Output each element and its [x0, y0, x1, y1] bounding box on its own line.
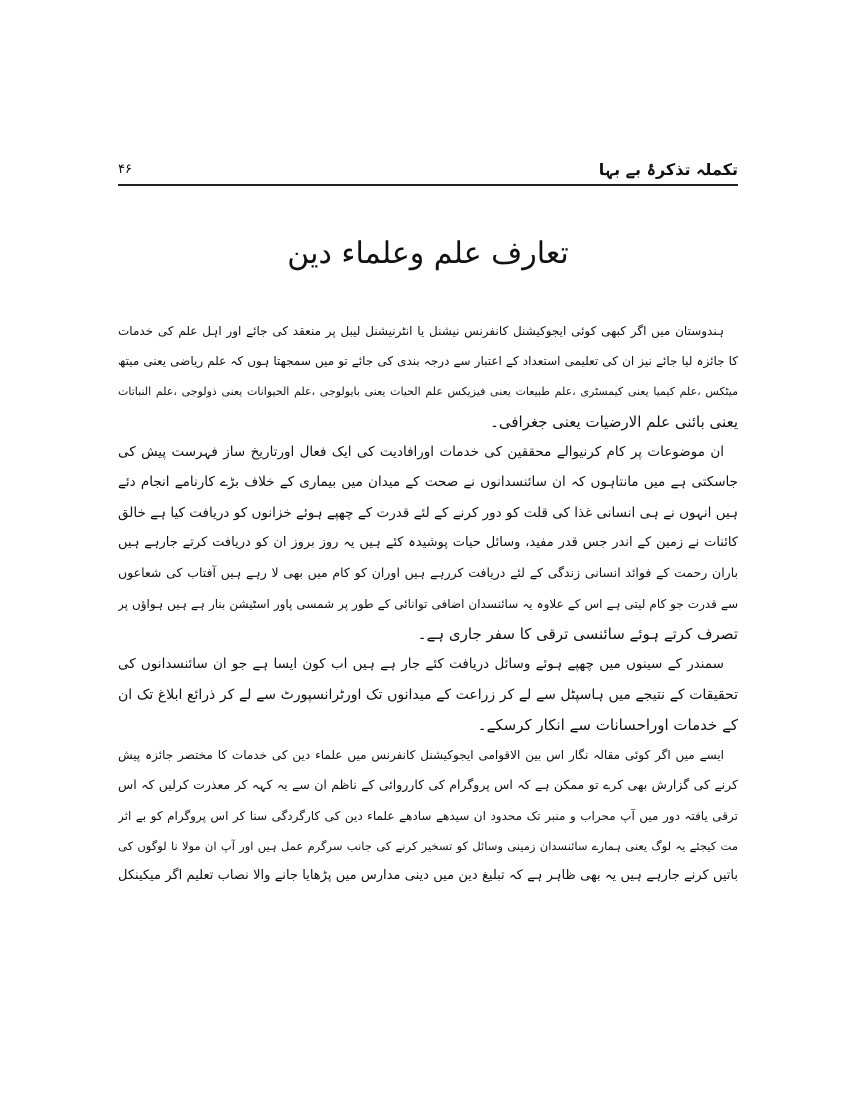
chapter-title: تعارف علم وعلماء دین: [287, 236, 569, 271]
text-line: ترقی یافتہ دور میں آپ محراب و منبر تک محدود ان سیدھے سادھے علماء دین کی کارگردگی سنا کر اس پروگرام کو بے اثر: [118, 808, 738, 823]
header-rule: [118, 184, 738, 186]
text-line: مت کیجئے یہ لوگ یعنی ہمارے سائنسدان زمینی وسائل کو تسخیر کرنے کی جانب سرگرم عمل ہیں اور آپ ان مولا نا لوگوں کی: [118, 839, 738, 854]
running-header: [118, 160, 738, 182]
text-line: تحقیقات کے نتیجے میں ہاسپٹل سے لے کر زراعت کے میدانوں تک اورٹرانسپورٹ سے لے کر ذرائع ابلاغ تک ان: [118, 686, 738, 703]
text-line: ان موضوعات پر کام کرنیوالے محققین کی خدمات اورافادیت کی ایک فعال اورتاریخ ساز فہرست پیش کی: [118, 444, 724, 461]
running-title: تکملہ تذکرۂ بے بہا: [598, 160, 738, 179]
text-line: کائنات نے زمین کے اندر جس قدر مفید، وسائل حیات پوشیدہ کئے ہیں یہ روز بروز ان کو دریافت کرتے جارہے ہیں: [118, 535, 738, 551]
text-line: تصرف کرتے ہوئے سائنسی ترقی کا سفر جاری ہے۔: [417, 624, 738, 643]
text-line: باران رحمت کے فوائد انسانی زندگی کے لئے دریافت کررہے ہیں اوران کو کام میں بھی لا رہے ہیں آفتاب کی شعاعوں: [118, 565, 738, 581]
text-line: سمندر کے سینوں میں چھپے ہوئے وسائل دریافت کئے جار ہے ہیں اب کون ایسا ہے جو ان سائنسدانوں کی: [118, 656, 724, 673]
text-line: باتیں کرنے جارہے ہیں یہ بھی ظاہر ہے کہ تبلیغ دین میں دینی مدارس میں پڑھایا جانے والا نصاب تعلیم اگر میکینکل: [118, 868, 738, 884]
text-line: کا جائزہ لیا جائے نیز ان کی تعلیمی استعداد کے اعتبار سے درجہ بندی کی جائے تو میں سمجھتا ہوں کہ علم ریاضی یعنی میتھ: [118, 354, 738, 369]
text-line: ہیں انہوں نے ہی انسانی غذا کی قلت کو دور کرنے کے لئے قدرت کے چھپے ہوئے خزانوں کو دریافت کیا ہے خالق: [118, 504, 738, 521]
text-line: ایسے میں اگر کوئی مقالہ نگار اس بین الاقوامی ایجوکیشنل کانفرنس میں علماء دین کی خدمات کا مختصر جائزہ پیش: [118, 748, 724, 763]
text-line: ہندوستان میں اگر کبھی کوئی ایجوکیشنل کانفرنس نیشنل یا انٹرنیشنل لیبل پر منعقد کی جائے اور اہل علم کی خدمات: [118, 324, 724, 338]
text-line: میٹکس ،علم کیمیا یعنی کیمسٹری ،علم طبیعات یعنی فیزیکس علم الحیات یعنی بایولوجی ،علم الحیوانات یعنی ذولوجی ،علم النباتات: [118, 384, 738, 398]
text-line: یعنی بائنی علم الارضیات یعنی جغرافی۔: [490, 412, 738, 431]
text-line: کے خدمات اوراحسانات سے انکار کرسکے۔: [477, 715, 738, 734]
text-line: سے قدرت جو کام لیتی ہے اس کے علاوہ یہ سائنسدان اضافی توانائی کے طور پر شمسی پاور اسٹیشن بنار ہے ہیں ہواؤں پر: [118, 596, 738, 611]
text-line: جاسکتی ہے میں مانتاہوں کہ ان سائنسدانوں نے صحت کے میدان میں بیماری کے خلاف بڑے کارنامے انجام دئے: [118, 474, 738, 491]
text-line: کرنے کی گزارش بھی کرے تو ممکن ہے کہ اس پروگرام کی کارروائی کے ناظم ان سے یہ کہہ کر معذرت کرلیں کہ اس: [118, 777, 738, 793]
body-text: [118, 316, 738, 892]
page-number: ۴۶: [118, 162, 132, 177]
